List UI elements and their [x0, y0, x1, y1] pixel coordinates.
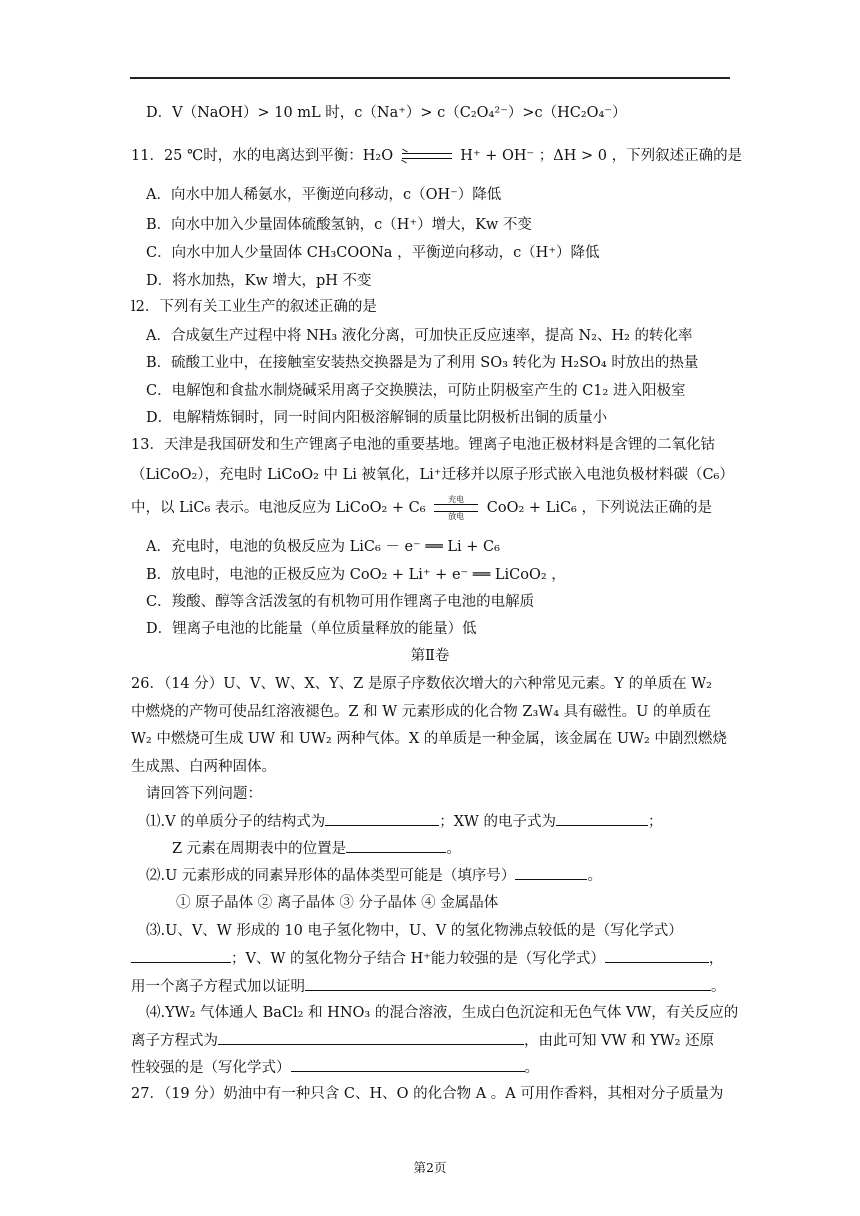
- part2-text-b: 。: [587, 868, 602, 884]
- q13-line1: 13．天津是我国研发和生产锂离子电池的重要基地。锂离子电池正极材料是含锂的二氧化钴: [131, 437, 715, 453]
- section-title: 第Ⅱ卷: [410, 648, 450, 664]
- q26-part4-line3: [131, 1057, 539, 1078]
- q26-prompt: 请回答下列问题：: [146, 786, 262, 802]
- part1-text-b: ；XW 的电子式为: [439, 814, 557, 830]
- part4-text-e: 。: [524, 1060, 539, 1076]
- q26-part3-line2: [131, 948, 723, 969]
- q11-stem-suffix: H⁺ + OH⁻ ；ΔH > 0 ，下列叙述正确的是: [460, 148, 743, 164]
- q27-line1: 27．（19 分）奶油中有一种只含 C、H、O 的化合物 A 。A 可用作香料，其相对分子质量为: [131, 1086, 724, 1102]
- answer-blank[interactable]: [346, 838, 446, 853]
- part4-text-b: 离子方程式为: [131, 1033, 218, 1049]
- q12-option-d: D．电解精炼铜时，同一时间内阳极溶解铜的质量比阴极析出铜的质量小: [146, 410, 608, 426]
- q10-option-d: D．V（NaOH）> 10 mL 时，c（Na⁺）> c（C₂O₄²⁻）>c（HC₂O₄⁻）: [146, 105, 627, 121]
- q13-option-b: B．放电时，电池的正极反应为 CoO₂ + Li⁺ + e⁻ ══ LiCoO₂ ，: [146, 567, 566, 583]
- answer-blank[interactable]: [325, 811, 439, 826]
- q11-option-c: C．向水中加人少量固体 CH₃COONa ，平衡逆向移动，c（H⁺）降低: [146, 245, 600, 261]
- discharge-label: 放电: [448, 512, 465, 521]
- part4-text-c: ，由此可知 VW 和 YW₂ 还原: [524, 1033, 715, 1049]
- q26-part2: [146, 865, 602, 886]
- part4-text-d: 性较强的是（写化学式）: [131, 1060, 291, 1076]
- q26-part4-line1: ⑷.YW₂ 气体通人 BaCl₂ 和 HNO₃ 的混合溶液，生成白色沉淀和无色气体 VW，有关反应的: [146, 1005, 739, 1021]
- q13-option-d: D．锂离子电池的比能量（单位质量释放的能量）低: [146, 621, 477, 637]
- answer-blank[interactable]: [605, 948, 709, 963]
- q12-option-a: A．合成氨生产过程中将 NH₃ 液化分离，可加快正反应速率，提高 N₂、H₂ 的转化率: [146, 328, 693, 344]
- part1-text-e: 。: [446, 841, 461, 857]
- q26-line1: 26．（14 分）U、V、W、X、Y、Z 是原子序数依次增大的六种常见元素。Y 的单质在 W₂: [131, 676, 712, 692]
- header-rule: [130, 77, 730, 79]
- charge-label: 充电: [448, 495, 465, 504]
- q11-stem: [131, 146, 742, 166]
- q26-part4-line2: [131, 1030, 714, 1051]
- q26-part3-line3: [131, 976, 726, 997]
- part3-text-c: ，: [708, 951, 724, 967]
- answer-blank[interactable]: [291, 1057, 525, 1072]
- q12-option-b: B．硫酸工业中，在接触室安装热交换器是为了利用 SO₃ 转化为 H₂SO₄ 时放出的热量: [146, 355, 699, 371]
- answer-blank[interactable]: [305, 976, 711, 991]
- q13-line3-suffix: CoO₂ + LiC₆ ，下列说法正确的是: [486, 500, 712, 516]
- q11-option-d: D．将水加热，Kw 增大，pH 不变: [146, 273, 372, 289]
- answer-blank[interactable]: [515, 865, 587, 880]
- answer-blank[interactable]: [131, 948, 231, 963]
- q26-part3-line1: ⑶.U、V、W 形成的 10 电子氢化物中，U、V 的氢化物沸点较低的是（写化学式）: [146, 923, 683, 939]
- part1-text-d: Z 元素在周期表中的位置是: [172, 841, 347, 857]
- q13-option-a: A．充电时，电池的负极反应为 LiC₆ － e⁻ ══ Li + C₆: [146, 539, 500, 555]
- q13-line3: [131, 495, 712, 521]
- q26-line2: 中燃烧的产物可使品红溶液褪色。Z 和 W 元素形成的化合物 Z₃W₄ 具有磁性。U 的单质在: [131, 704, 711, 720]
- reversible-arrow-icon: [434, 495, 478, 521]
- part2-text-a: ⑵.U 元素形成的同素异形体的晶体类型可能是（填序号）: [146, 868, 516, 884]
- q11-stem-prefix: 11．25 ℃时，水的电离达到平衡：H₂O: [131, 148, 394, 164]
- answer-blank[interactable]: [218, 1030, 524, 1045]
- q26-part2-choices: ① 原子晶体 ② 离子晶体 ③ 分子晶体 ④ 金属晶体: [176, 895, 499, 911]
- q12-stem: l2．下列有关工业生产的叙述正确的是: [131, 299, 377, 315]
- equilibrium-arrow-icon: [402, 152, 452, 160]
- q11-option-b: B．向水中加入少量固体硫酸氢钠，c（H⁺）增大，Kw 不变: [146, 217, 532, 233]
- q26-part1: [146, 811, 663, 832]
- q26-line3: W₂ 中燃烧可生成 UW 和 UW₂ 两种气体。X 的单质是一种金属，该金属在 UW₂ 中剧烈燃烧: [131, 731, 727, 747]
- q13-option-c: C．羧酸、醇等含活泼氢的有机物可用作锂离子电池的电解质: [146, 594, 535, 610]
- answer-blank[interactable]: [556, 811, 648, 826]
- part3-text-b: ；V、W 的氢化物分子结合 H⁺能力较强的是（写化学式）: [231, 951, 605, 967]
- q11-option-a: A．向水中加人稀氨水，平衡逆向移动，c（OH⁻）降低: [146, 187, 502, 203]
- part1-text-c: ；: [648, 814, 663, 830]
- part3-text-e: 。: [711, 979, 726, 995]
- q13-line3-prefix: 中，以 LiC₆ 表示。电池反应为 LiCoO₂ + C₆: [131, 500, 426, 516]
- part3-text-d: 用一个离子方程式加以证明: [131, 979, 305, 995]
- q12-option-c: C．电解饱和食盐水制烧碱采用离子交换膜法，可防止阴极室产生的 C1₂ 进入阳极室: [146, 383, 686, 399]
- page-number: 第2页: [413, 1160, 447, 1175]
- q26-part1-line2: [172, 838, 461, 859]
- q13-line2: （LiCoO₂），充电时 LiCoO₂ 中 Li 被氧化，Li⁺迁移并以原子形式嵌入电池负极材料碳（C₆）: [131, 467, 734, 483]
- part1-text-a: ⑴.V 的单质分子的结构式为: [146, 814, 326, 830]
- q26-line4: 生成黑、白两种固体。: [131, 759, 276, 775]
